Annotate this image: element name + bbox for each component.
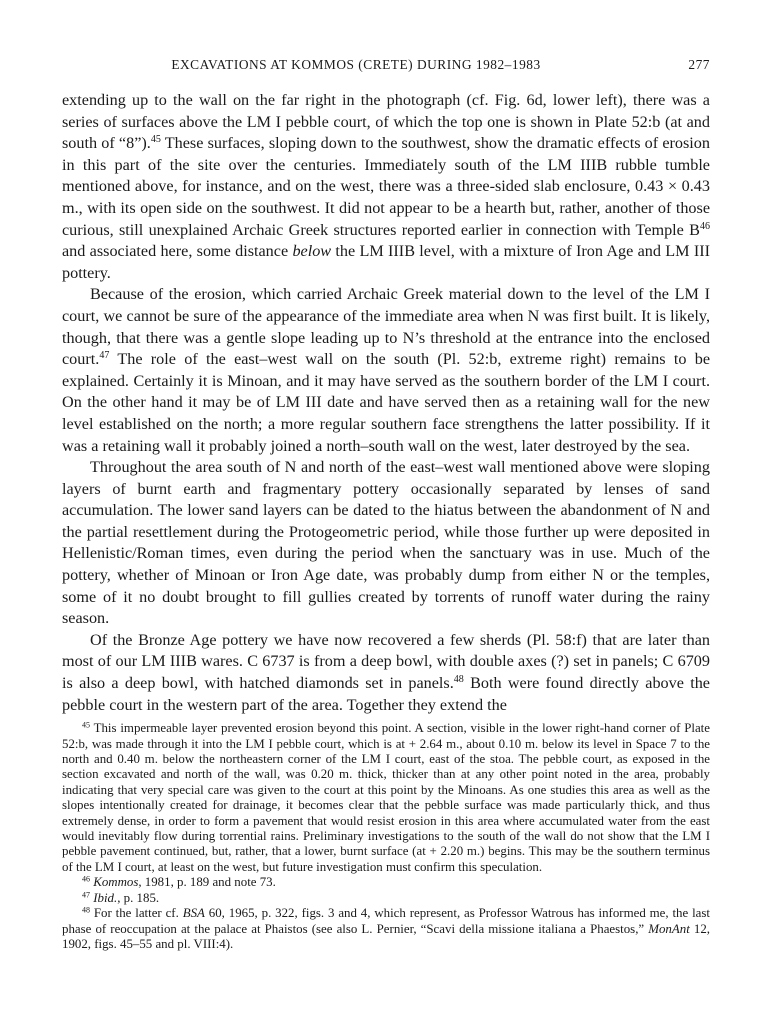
text-run: the LM IIIB level, with a mixture of Iron Age and LM III pottery. xyxy=(62,242,711,282)
footnote-ref: 47 xyxy=(99,350,110,362)
text-run: , 1981, p. 189 and note 73. xyxy=(138,875,276,890)
footnote-46 xyxy=(62,875,710,890)
text-run: and associated here, some distance xyxy=(62,242,293,261)
text-run: These surfaces, sloping down to the southwest, show the dramatic effects of erosion in this part of the site over the centuries. Immediately south of the LM IIIB rubble tumble mentioned above, for instance, and on the west, there was a three-sided slab enclosure, 0.43 × 0.43 m., with its open side on the southwest. It did not appear to be a hearth but, rather, another of those curious, still unexplained Archaic Greek structures reported earlier in connection with Temple B xyxy=(62,134,710,239)
text-run: Throughout the area south of N and north of the east–west wall mentioned above were sloping layers of burnt earth and fragmentary pottery occasionally separated by lenses of sand accumulation. The lower sand layers can be dated to the hiatus between the abandonment of N and the partial resettlement during the Protogeometric period, while those further up were deposited in Hellenistic/Roman times, even during the period when the sanctuary was in use. Much of the pottery, whether of Minoan or Iron Age date, was probably dump from either N or the temples, some of it no doubt brought to fill gullies created by torrents of runoff water during the rainy season. xyxy=(62,458,710,628)
paragraph xyxy=(62,90,710,284)
footnote-ref: 46 xyxy=(699,220,710,232)
footnotes xyxy=(62,721,710,952)
paragraph xyxy=(62,457,710,630)
paragraph xyxy=(62,284,710,457)
body-text xyxy=(62,90,710,716)
text-run: extending up to the wall on the far right in the photograph (cf. Fig. 6d, lower left), there was a series of surfaces above the LM I pebble court, of which the top one is shown in Plate 52:b (at and south of “8”). xyxy=(62,91,710,153)
text-run: 60, 1965, p. 322, figs. 3 and 4, which represent, as Professor Watrous has informed me, the last phase of reoccupation at the palace at Phaistos (see also L. Pernier, “Scavi della missione italiana a Phaestos,” xyxy=(62,906,710,936)
page-number: 277 xyxy=(688,57,710,72)
footnote-48 xyxy=(62,906,710,952)
italic-text: MonAnt xyxy=(648,921,690,936)
text-run: This impermeable layer prevented erosion beyond this point. A section, visible in the lower right-hand corner of Plate 52:b, was made through it into the LM I pebble court, which is at + 2.64 m., about 0.10 m. below its level in Space 7 to the north and 0.40 m. below the northeastern corner of the LM I court, east of the stoa. The pebble court, as exposed in the section excavated and north of the wall, was 0.20 m. thick, thicker than at any other point noted in the area, probably indicating that very special care was given to the court at this point by the Minoans. As one studies this area as well as the slopes intentionally created for drainage, it becomes clear that the pebble surface was made particularly thick, and thus extremely dense, in order to form a pavement that would resist erosion in this area where accumulated water from the east would inevitably flow during torrential rains. Preliminary investigations to the south of the wall do not show that the LM I pebble pavement continued, but, rather, that a lower, burnt surface (at + 2.20 m.) begins. This may be the southern terminus of the LM I court, at least on the west, but future investigation must confirm this speculation. xyxy=(62,721,710,874)
footnote-ref: 47 xyxy=(82,890,90,900)
footnote-ref: 48 xyxy=(453,674,464,686)
running-title: EXCAVATIONS AT KOMMOS (CRETE) DURING 1982–1983 xyxy=(171,57,541,72)
footnote-ref: 45 xyxy=(150,134,161,146)
footnote-ref: 46 xyxy=(82,874,90,884)
footnote-ref: 45 xyxy=(82,720,90,730)
italic-text: Ibid. xyxy=(93,890,118,905)
text-run: For the latter cf. xyxy=(89,906,183,921)
text-run: The role of the east–west wall on the south (Pl. 52:b, extreme right) remains to be explained. Certainly it is Minoan, and it may have served as the southern border of the LM I court. On the other hand it may be of LM III date and have served then as a retaining wall for the new level established on the north; a more regular southern face strengthens the latter possibility. If it was a retaining wall it probably joined a north–south wall on the west, later destroyed by the sea. xyxy=(62,350,710,455)
footnote-45 xyxy=(62,721,710,875)
footnote-47 xyxy=(62,891,710,906)
page xyxy=(62,55,710,952)
italic-text: Kommos xyxy=(93,875,139,890)
text-run: 12, 1902, figs. 45–55 and pl. VIII:4). xyxy=(62,921,710,951)
text-run: Because of the erosion, which carried Archaic Greek material down to the level of the LM I court, we cannot be sure of the appearance of the immediate area when N was first built. It is likely, though, that there was a gentle slope leading up to N’s threshold at the entrance into the enclosed court. xyxy=(62,285,710,369)
text-run: , p. 185. xyxy=(117,890,160,905)
italic-text: below xyxy=(292,242,332,261)
paragraph xyxy=(62,630,710,716)
running-header xyxy=(62,55,710,77)
text-run: Of the Bronze Age pottery we have now recovered a few sherds (Pl. 58:f) that are later than most of our LM IIIB wares. C 6737 is from a deep bowl, with double axes (?) set in panels; C 6709 is also a deep bowl, with hatched diamonds set in panels. xyxy=(62,630,710,693)
footnote-ref: 48 xyxy=(82,905,90,915)
italic-text: BSA xyxy=(182,906,205,921)
text-run: Both were found directly above the pebble court in the western part of the area. Together they extend the xyxy=(62,674,710,714)
